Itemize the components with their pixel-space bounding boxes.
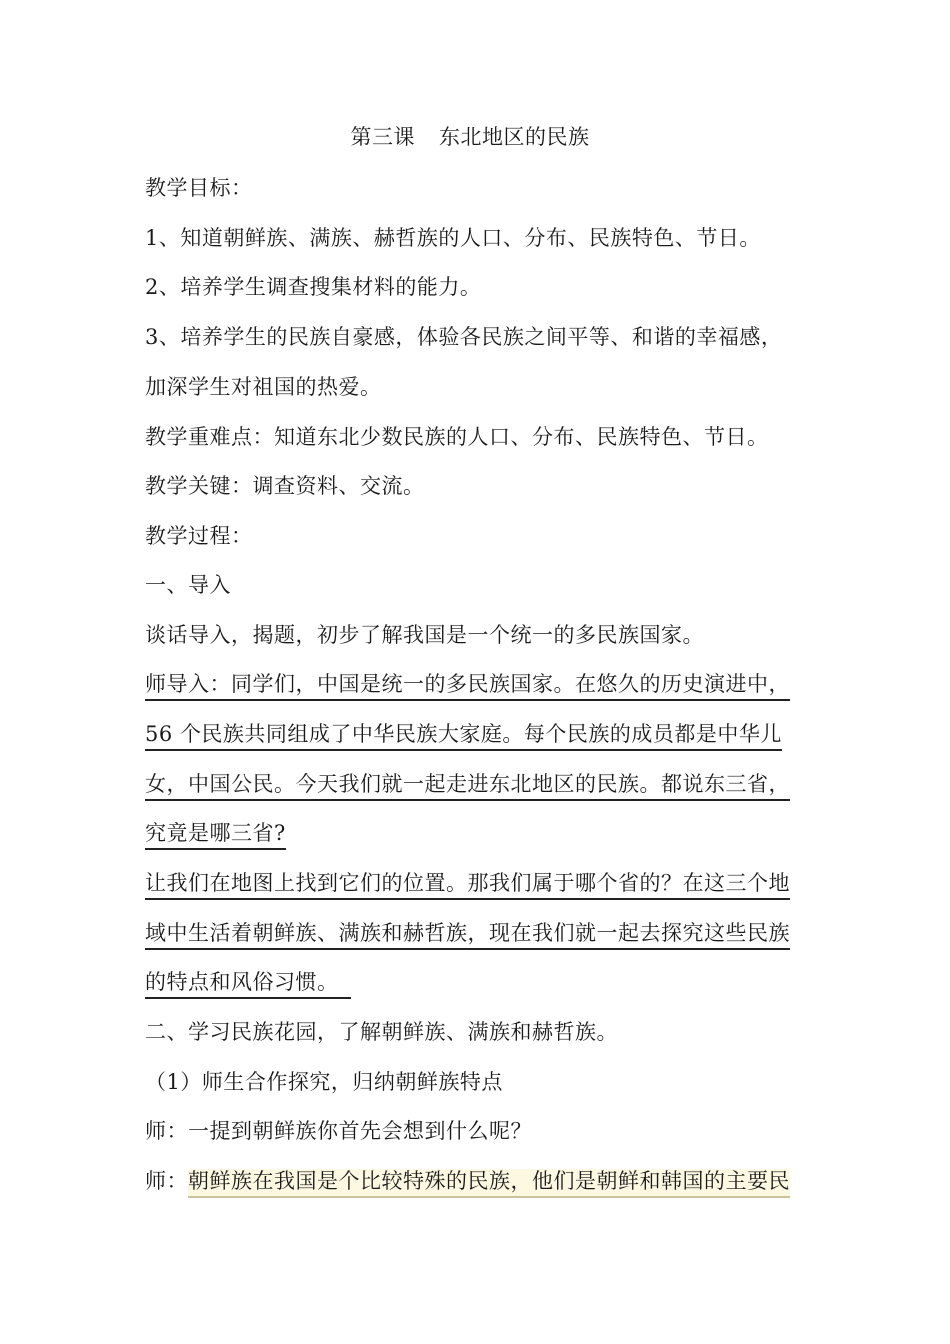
objective-item-3-line-2: 加深学生对祖国的热爱。 — [145, 375, 382, 399]
teacher-answer-1 — [145, 1166, 790, 1196]
lesson-name: 东北地区的民族 — [439, 125, 590, 149]
underlined-text: 女，中国公民。今天我们就一起走进东北地区的民族。都说东三省， — [145, 772, 790, 801]
teaching-key: 教学关键：调查资料、交流。 — [145, 474, 425, 498]
section-1-intro: 谈话导入，揭题，初步了解我国是一个统一的多民族国家。 — [145, 623, 704, 647]
underlined-text: 让我们在地图上找到它们的位置。那我们属于哪个省的？在这三个地 — [145, 871, 790, 900]
section-2-heading: 二、学习民族花园，了解朝鲜族、满族和赫哲族。 — [145, 1020, 618, 1044]
teacher-intro-line-4 — [145, 818, 286, 848]
objectives-heading: 教学目标： — [145, 176, 253, 200]
underlined-text: 56 个民族共同组成了中华民族大家庭。每个民族的成员都是中华儿 — [145, 722, 782, 751]
section-2-sub-1: （1）师生合作探究，归纳朝鲜族特点 — [145, 1070, 503, 1094]
highlighted-text: 朝鲜族在我国是个比较特殊的民族，他们是朝鲜和韩国的主要民 — [188, 1169, 790, 1198]
objective-item-2: 2、培养学生调查搜集材料的能力。 — [145, 275, 482, 299]
teacher-intro-line-2 — [145, 719, 782, 749]
map-line-1 — [145, 868, 790, 898]
speaker-label: 师： — [145, 1169, 188, 1193]
section-1-heading: 一、导入 — [145, 573, 231, 597]
objective-item-1: 1、知道朝鲜族、满族、赫哲族的人口、分布、民族特色、节日。 — [145, 226, 761, 250]
lesson-title — [0, 122, 940, 152]
underlined-text: 的特点和风俗习惯。 — [145, 970, 351, 999]
teacher-question-1: 师：一提到朝鲜族你首先会想到什么呢？ — [145, 1119, 532, 1143]
map-line-2 — [145, 918, 790, 948]
teacher-intro-line-3 — [145, 769, 790, 799]
lesson-number: 第三课 — [350, 125, 415, 149]
underlined-text: 师导入：同学们，中国是统一的多民族国家。在悠久的历史演进中， — [145, 672, 790, 701]
map-line-3 — [145, 967, 351, 997]
underlined-text: 域中生活着朝鲜族、满族和赫哲族，现在我们就一起去探究这些民族 — [145, 921, 790, 950]
process-heading: 教学过程： — [145, 524, 253, 548]
underlined-text: 究竟是哪三省? — [145, 821, 286, 850]
teacher-intro-line-1 — [145, 669, 790, 699]
key-difficult-points: 教学重难点：知道东北少数民族的人口、分布、民族特色、节日。 — [145, 425, 769, 449]
objective-item-3-line-1: 3、培养学生的民族自豪感，体验各民族之间平等、和谐的幸福感， — [145, 325, 783, 349]
